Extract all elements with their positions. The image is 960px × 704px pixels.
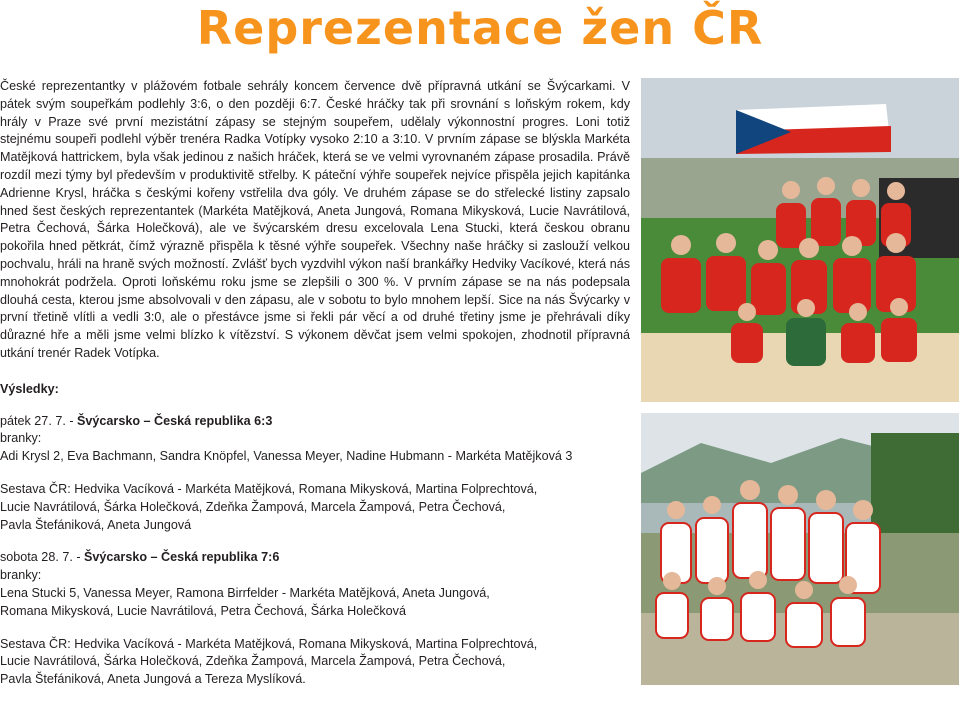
- team-photo-with-czech-flag-icon: [641, 78, 959, 402]
- lineup-line: Pavla Štefániková, Aneta Jungová: [0, 517, 192, 532]
- team-photo-lakeside-icon: [641, 413, 959, 685]
- match-2-score: Švýcarsko – Česká republika 7:6: [84, 550, 280, 565]
- match-1-header: [0, 413, 630, 431]
- match-2-lineup: [0, 636, 630, 689]
- results-heading: Výsledky:: [0, 381, 59, 396]
- match-2-scorers: Romana Mikysková, Lucie Navrátilová, Petra Čechová, Šárka Holečková: [0, 603, 406, 618]
- article-body: České reprezentantky v plážovém fotbale sehrály koncem července dvě přípravná utkání se Švýcarkami. V pátek svým soupeřkám podlehly 3:6, o den později 6:7. České hráčky tak při srovnání s loňským rokem, kdy hrály v Praze své první mezistátní zápasy se stejným soupeřem, udělaly výkonnostní progres. Loni totiž stejnému soupeři podlehl výběr trenéra Radka Votípky vysoko 2:10 a 3:10. V prvním zápase se blýskla Markéta Matějková hattrickem, byla však jedinou z našich hráček, která se ve velmi vyrovnaném zápase prosadila. Právě rozdíl mezi týmy byl především v produktivitě střelby. K páteční výhře soupeřek nejvíce přispěla jejich kapitánka Adrienne Krysl, hráčka s českými kořeny vstřelila dva góly. Ve druhém zápase se do střelecké listiny zapsalo hned šest českých reprezentantek (Markéta Matějková, Aneta Jungová, Romana Mikysková, Lucie Navrátilová, Petra Čechová, Šárka Holečková), ale ve švýcarském dresu excelovala Lena Stucki, která českou obranu pokořila hned pětkrát, čímž výrazně přispěla k těsné výhře soupeřek. Všechny naše hráčky si zaslouží velkou pochvalu, hráli na hraně svých možností. Zvlášť bych vyzdvihl výkon naší brankářky Hedviky Vacíkové, která nás mnohokrát podržela. Oproti loňskému roku jsme se zlepšili o 300 %. V prvním zápase se na nás podepsala dlouhá cesta, kterou jsme absolvovali v den zápasu, ale v sobotu to bylo mnohem lepší. Sice na nás Švýcarky v první třetině vlítli a vedli 3:0, ale o přestávce jsme si řekli pár věcí a od druhé třetiny jsme je přehrávali díky důrazné hře a měli jsme velmi blízko k vítězství. S výkonem děvčat jsem velmi spokojen, zhodnotil přípravná utkání trenér Radek Votípka.: [0, 79, 630, 360]
- match-1-date: pátek 27. 7. -: [0, 413, 78, 428]
- match-2-scorers: Lena Stucki 5, Vanessa Meyer, Ramona Birrfelder - Markéta Matějková, Aneta Jungová,: [0, 585, 490, 600]
- match-1-score: Švýcarsko – Česká republika 6:3: [77, 413, 273, 428]
- match-1-result: [0, 413, 630, 466]
- lineup-line: Lucie Navrátilová, Šárka Holečková, Zdeňka Žampová, Marcela Žampová, Petra Čechová,: [0, 499, 506, 514]
- lineup-line: Pavla Štefániková, Aneta Jungová a Tereza Myslíková.: [0, 672, 306, 687]
- lineup-line: Sestava ČR: Hedvika Vacíková - Markéta Matějková, Romana Mikysková, Martina Folprechtová,: [0, 481, 538, 496]
- lineup-line: Lucie Navrátilová, Šárka Holečková, Zdeňka Žampová, Marcela Žampová, Petra Čechová,: [0, 654, 506, 669]
- team-photo-lake: [641, 413, 959, 685]
- match-2-scorers-label: branky:: [0, 568, 42, 583]
- match-2-date: sobota 28. 7. -: [0, 550, 85, 565]
- page-title: Reprezentace žen ČR: [196, 1, 764, 55]
- article-column: [0, 78, 630, 704]
- match-2-header: [0, 549, 630, 567]
- match-1-scorers-label: branky:: [0, 431, 42, 446]
- match-1-lineup: [0, 481, 630, 534]
- match-1-scorers: Adi Krysl 2, Eva Bachmann, Sandra Knöpfel, Vanessa Meyer, Nadine Hubmann - Markéta Matějková 3: [0, 449, 573, 464]
- team-photo-flag: [641, 78, 959, 402]
- match-2-result: [0, 549, 630, 620]
- lineup-line: Sestava ČR: Hedvika Vacíková - Markéta Matějková, Romana Mikysková, Martina Folprechtová,: [0, 636, 538, 651]
